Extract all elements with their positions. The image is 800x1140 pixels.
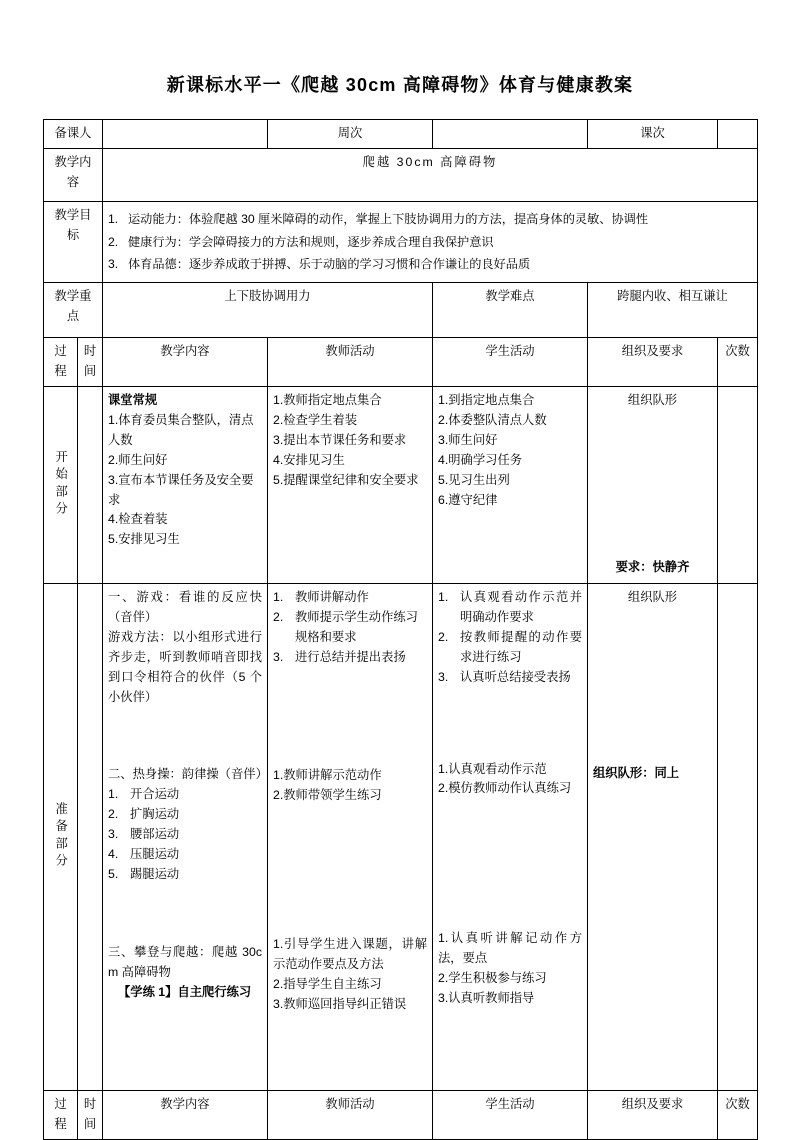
- teacher-activity-cell-preparation: [268, 583, 433, 1090]
- objectives-row: [44, 202, 758, 283]
- item-number: 5.: [108, 866, 119, 881]
- block-gap: [593, 608, 712, 666]
- objectives-cell: [103, 202, 758, 283]
- footer-col-time: 时间: [78, 1090, 103, 1139]
- teacher-activity-line: 1.教师指定地点集合: [273, 392, 382, 407]
- item-text: 踢腿运动: [130, 866, 180, 881]
- content-cell-preparation: [103, 583, 268, 1090]
- objective-item: [108, 231, 752, 254]
- section-label-preparation: [44, 583, 78, 1090]
- meta-row: [44, 120, 758, 149]
- organization-cell-preparation: [588, 583, 718, 1090]
- item-number: 1.: [108, 787, 119, 802]
- focus-row: [44, 282, 758, 337]
- item-text: 压腿运动: [130, 847, 180, 862]
- lesson-no-value[interactable]: [718, 120, 758, 149]
- block-warmup-title: 二、热身操：韵律操（音伴）: [108, 767, 268, 782]
- student-activity-line: 1.认真观看动作示范: [438, 761, 547, 776]
- student-activity-line: 6.遵守纪律: [438, 492, 498, 507]
- warmup-exercise-item: [108, 825, 262, 845]
- item-number: 2.: [438, 629, 449, 644]
- col-header-teacher-activity: 教师活动: [268, 337, 433, 386]
- block-gap: [273, 805, 427, 863]
- teaching-content-row: [44, 149, 758, 202]
- section-label-text: 开始部分: [53, 450, 68, 520]
- footer-col-count: 次数: [718, 1090, 758, 1139]
- prepared-by-label: 备课人: [44, 120, 103, 149]
- item-text: 认真观看动作示范并明确动作要求: [460, 589, 582, 624]
- prepared-by-value[interactable]: [103, 120, 268, 149]
- objective-text: 健康行为：学会障碍接力的方法和规则，逐步养成合理自我保护意识: [128, 234, 494, 249]
- objective-item: [108, 208, 752, 231]
- week-label: 周次: [268, 120, 433, 149]
- objective-number: 1.: [108, 212, 119, 227]
- teacher-activity-item: [273, 648, 427, 668]
- item-number: 1.: [273, 589, 284, 604]
- warmup-exercise-item: [108, 805, 262, 825]
- teacher-activity-line: 3.教师巡回指导纠正错误: [273, 997, 407, 1012]
- content-line: 3.宣布本节课任务及安全要求: [108, 472, 254, 507]
- col-header-process: 过程: [44, 337, 78, 386]
- block-gap: [108, 707, 262, 765]
- student-activity-cell-beginning: [433, 386, 588, 583]
- teacher-activity-item: [273, 608, 427, 648]
- teacher-activity-line: 5.提醒课堂纪律和安全要求: [273, 472, 419, 487]
- item-text: 按教师提醒的动作要求进行练习: [460, 629, 582, 664]
- block-game-method: 游戏方法：以小组形式进行齐步走，听到教师哨音即找到口令相符合的伙伴（5 个小伙伴）: [108, 629, 262, 704]
- col-header-teaching-content: 教学内容: [103, 337, 268, 386]
- teacher-activity-line: 4.安排见习生: [273, 452, 345, 467]
- col-header-student-activity: 学生活动: [433, 337, 588, 386]
- difficult-point-value: 跨腿内收、相互谦让: [588, 282, 758, 337]
- objective-number: 2.: [108, 234, 119, 249]
- item-number: 4.: [108, 847, 119, 862]
- table-footer-header: [44, 1090, 758, 1139]
- section-label-beginning: [44, 386, 78, 583]
- warmup-exercise-item: [108, 845, 262, 865]
- week-value[interactable]: [433, 120, 588, 149]
- item-text: 腰部运动: [130, 827, 180, 842]
- student-activity-line: 1.到指定地点集合: [438, 392, 535, 407]
- objectives-list: [108, 206, 752, 278]
- block-gap: [108, 885, 262, 943]
- block-gap: [438, 915, 582, 929]
- block-gap: [438, 746, 582, 760]
- item-text: 扩胸运动: [130, 807, 180, 822]
- student-activity-cell-preparation: [433, 583, 588, 1090]
- section-count-preparation[interactable]: [718, 583, 758, 1090]
- student-activity-item: [438, 668, 582, 688]
- section-label-text: 准备部分: [53, 802, 68, 872]
- objective-text: 运动能力：体验爬越 30 厘米障碍的动作，掌握上下肢协调用力的方法，提高身体的灵敏、协调性: [128, 212, 649, 227]
- col-header-organization: 组织及要求: [588, 337, 718, 386]
- item-number: 1.: [438, 589, 449, 604]
- block-gap: [438, 857, 582, 915]
- objectives-label: [44, 202, 103, 283]
- item-number: 2.: [108, 807, 119, 822]
- student-activity-line: 2.模仿教师动作认真练习: [438, 781, 572, 796]
- content-cell-beginning: [103, 386, 268, 583]
- teacher-activity-line: 2.指导学生自主练习: [273, 977, 382, 992]
- teacher-activity-line: 1.教师讲解示范动作: [273, 767, 382, 782]
- student-activity-line: 4.明确学习任务: [438, 452, 523, 467]
- item-number: 3.: [108, 827, 119, 842]
- teacher-game-list: [273, 588, 427, 668]
- teacher-activity-item: [273, 588, 427, 608]
- objective-number: 3.: [108, 257, 119, 272]
- col-header-count: 次数: [718, 337, 758, 386]
- block-gap: [593, 666, 712, 724]
- item-text: 教师提示学生动作练习规格和要求: [295, 609, 418, 644]
- objective-item: [108, 253, 752, 276]
- warmup-exercise-list: [108, 785, 262, 885]
- section-count-beginning[interactable]: [718, 386, 758, 583]
- student-activity-line: 2.学生积极参与练习: [438, 971, 547, 986]
- item-text: 认真听总结接受表扬: [460, 669, 571, 684]
- item-number: 3.: [438, 669, 449, 684]
- section-row-preparation: [44, 583, 758, 1090]
- content-line: 4.检查着装: [108, 512, 168, 527]
- block-gap: [273, 668, 427, 726]
- teaching-content-value: 爬越 30cm 高障碍物: [103, 149, 758, 202]
- footer-col-process: 过程: [44, 1090, 78, 1139]
- student-activity-line: 3.认真听教师指导: [438, 991, 535, 1006]
- content-line: 5.安排见习生: [108, 532, 180, 547]
- section-label-wrap: [49, 588, 72, 1086]
- teacher-activity-line: 1.引导学生进入课题，讲解示范动作要点及方法: [273, 937, 427, 972]
- col-header-time: 时间: [78, 337, 103, 386]
- block-game-title: 一、游戏：看谁的反应快（音伴）: [108, 589, 262, 624]
- item-text: 进行总结并提出表扬: [295, 649, 406, 664]
- block-practice-label: 【学练 1】自主爬行练习: [118, 984, 252, 999]
- content-line: 1.体育委员集合整队，清点人数: [108, 412, 254, 447]
- content-line: 2.师生问好: [108, 452, 168, 467]
- item-number: 2.: [273, 609, 284, 624]
- teacher-activity-line: 3.提出本节课任务和要求: [273, 432, 407, 447]
- footer-col-teacher-activity: 教师活动: [268, 1090, 433, 1139]
- student-activity-item: [438, 588, 582, 628]
- teacher-activity-line: 2.教师带领学生练习: [273, 787, 382, 802]
- block-gap: [593, 724, 712, 764]
- block-climb-title: 三、攀登与爬越：爬越 30cm 高障碍物: [108, 944, 262, 979]
- key-point-label-text: 教学重点: [54, 288, 92, 323]
- teaching-content-label-text: 教学内容: [54, 155, 92, 190]
- block-gap: [438, 688, 582, 746]
- section-time-beginning[interactable]: [78, 386, 103, 583]
- block-gap: [273, 726, 427, 766]
- objective-text: 体育品德：逐步养成敢于拼搏、乐于动脑的学习习惯和合作谦让的良好品质: [128, 257, 531, 272]
- footer-col-organization: 组织及要求: [588, 1090, 718, 1139]
- item-number: 3.: [273, 649, 284, 664]
- difficult-point-label: [433, 282, 588, 337]
- teaching-content-label: [44, 149, 103, 202]
- footer-col-teaching-content: 教学内容: [103, 1090, 268, 1139]
- block-gap: [273, 863, 427, 921]
- teacher-activity-cell-beginning: [268, 386, 433, 583]
- student-game-list: [438, 588, 582, 688]
- table-column-header: [44, 337, 758, 386]
- student-activity-line: 2.体委整队清点人数: [438, 412, 547, 427]
- organization-formation: 组织队形: [627, 392, 678, 407]
- lesson-plan-table: [43, 119, 758, 1140]
- organization-formation-warmup: 组织队形：同上: [593, 765, 680, 780]
- organization-cell-beginning: [588, 386, 718, 583]
- page-title: 新课标水平一《爬越 30cm 高障碍物》体育与健康教案: [166, 75, 634, 95]
- lesson-no-label: 课次: [588, 120, 718, 149]
- student-activity-line: 5.见习生出列: [438, 472, 510, 487]
- objectives-label-text: 教学目标: [54, 208, 92, 243]
- student-activity-line: 3.师生问好: [438, 432, 498, 447]
- item-text: 教师讲解动作: [295, 589, 369, 604]
- item-text: 开合运动: [130, 787, 180, 802]
- key-point-value: 上下肢协调用力: [103, 282, 433, 337]
- section-row-beginning: [44, 386, 758, 583]
- teacher-activity-line: 2.检查学生着装: [273, 412, 358, 427]
- student-activity-line: 1.认真听讲解记动作方法，要点: [438, 931, 582, 966]
- student-activity-item: [438, 628, 582, 668]
- block-gap: [273, 921, 427, 935]
- warmup-exercise-item: [108, 785, 262, 805]
- section-label-wrap: [49, 391, 72, 579]
- block-gap: [438, 799, 582, 857]
- content-heading: 课堂常规: [108, 392, 158, 407]
- section-time-preparation[interactable]: [78, 583, 103, 1090]
- footer-col-student-activity: 学生活动: [433, 1090, 588, 1139]
- warmup-exercise-item: [108, 865, 262, 885]
- difficult-point-label-text: 教学难点: [485, 288, 535, 303]
- key-point-label: [44, 282, 103, 337]
- organization-formation-game: 组织队形: [627, 589, 678, 604]
- organization-requirement: 要求：快静齐: [615, 560, 690, 575]
